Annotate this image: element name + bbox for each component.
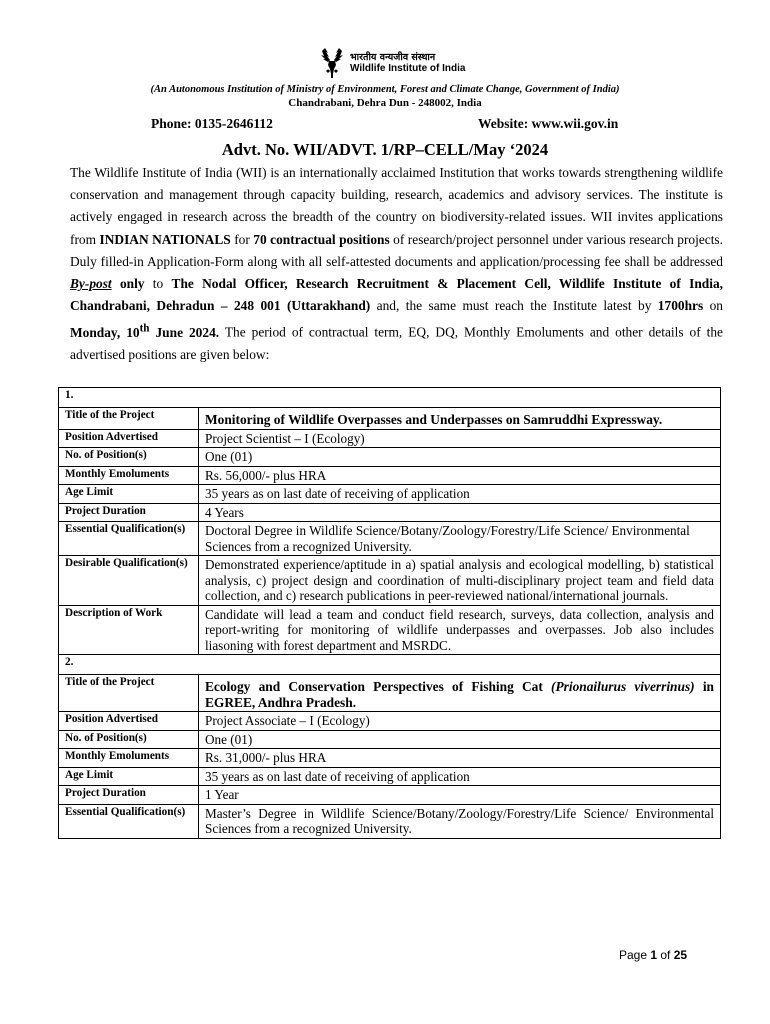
monthly-emoluments: Rs. 56,000/- plus HRA (199, 466, 721, 485)
label-duration: Project Duration (59, 503, 199, 522)
institute-logo (316, 46, 465, 80)
table-row (59, 675, 721, 712)
nodal-officer-address: The Nodal Officer, Research Recruitment & Placement Cell, Wildlife Institute of India, Chandrabani, Dehradun – 248 001 (Uttarakhand) (70, 276, 723, 314)
table-row (59, 767, 721, 786)
label-title: Title of the Project (59, 675, 199, 712)
label-age: Age Limit (59, 485, 199, 504)
position-count: One (01) (199, 730, 721, 749)
table-row (59, 730, 721, 749)
position-number: 2. (59, 655, 721, 675)
position-count: One (01) (199, 448, 721, 467)
label-essential: Essential Qualification(s) (59, 522, 199, 556)
table-row (59, 804, 721, 838)
label-age: Age Limit (59, 767, 199, 786)
institute-address: Chandrabani, Dehra Dun - 248002, India (288, 97, 482, 109)
label-emoluments: Monthly Emoluments (59, 749, 199, 768)
table-row (59, 448, 721, 467)
essential-qualification: Doctoral Degree in Wildlife Science/Botany/Zoology/Forestry/Life Science/ Environmental Sciences from a recognized University. (199, 522, 721, 556)
advertisement-number: Advt. No. WII/ADVT. 1/RP–CELL/May ‘2024 (221, 140, 549, 159)
table-row (59, 522, 721, 556)
table-row (59, 466, 721, 485)
position-number-row (59, 655, 721, 675)
table-row (59, 749, 721, 768)
label-position: Position Advertised (59, 712, 199, 731)
monthly-emoluments: Rs. 31,000/- plus HRA (199, 749, 721, 768)
label-essential: Essential Qualification(s) (59, 804, 199, 838)
position-number: 1. (59, 388, 721, 408)
table-row (59, 485, 721, 504)
positions-table (58, 387, 721, 839)
description-of-work: Candidate will lead a team and conduct field research, surveys, data collection, analysis and report-writing for monitoring of wildlife underpasses and overpasses. Job also includes liasoning with forest department and MSRDC. (199, 605, 721, 655)
deer-logo-icon (316, 47, 348, 79)
label-duration: Project Duration (59, 786, 199, 805)
table-row (59, 605, 721, 655)
table-row (59, 556, 721, 606)
project-title: Ecology and Conservation Perspectives of Fishing Cat (Prionailurus viverrinus) in EGREE, Andhra Pradesh. (199, 675, 721, 712)
page-number: Page 1 of 25 (619, 948, 688, 962)
by-post-emphasis: By-post (70, 276, 112, 292)
age-limit: 35 years as on last date of receiving of application (199, 767, 721, 786)
table-row (59, 786, 721, 805)
label-count: No. of Position(s) (59, 730, 199, 749)
label-desirable: Desirable Qualification(s) (59, 556, 199, 606)
label-count: No. of Position(s) (59, 448, 199, 467)
desirable-qualification: Demonstrated experience/aptitude in a) spatial analysis and ecological modelling, b) statistical analysis, c) project design and coordination of multi-disciplinary project team and field data collection, and c) research publications in peer-reviewed national/international journals. (199, 556, 721, 606)
label-position: Position Advertised (59, 429, 199, 448)
deadline-date: Monday, 10th June 2024. (70, 322, 220, 340)
position-advertised: Project Associate – I (Ecology) (199, 712, 721, 731)
table-row (59, 429, 721, 448)
table-row (59, 712, 721, 731)
label-work: Description of Work (59, 605, 199, 655)
project-title: Monitoring of Wildlife Overpasses and Underpasses on Samruddhi Expressway. (199, 408, 721, 430)
website-url: Website: www.wii.gov.in (478, 116, 619, 131)
project-duration: 4 Years (199, 503, 721, 522)
position-advertised: Project Scientist – I (Ecology) (199, 429, 721, 448)
intro-paragraph: The Wildlife Institute of India (WII) is an internationally acclaimed Institution that works towards strengthening wildlife conservation and management through capacity building, research, academics and advisory services. The institute is actively engaged in research across the breadth of the country on biodiversity-related issues. WII invites applications from INDIAN NATIONALS for 70 contractual positions of research/project personnel under various research projects. Duly filled-in Application-Form along with all self-attested documents and application/processing fee shall be addressed By-post only to The Nodal Officer, Research Recruitment & Placement Cell, Wildlife Institute of India, Chandrabani, Dehradun – 248 001 (Uttarakhand) and, the same must reach the Institute latest by 1700hrs on Monday, 10th June 2024. The period of contractual term, EQ, DQ, Monthly Emoluments and other details of the advertised positions are given below: (70, 165, 724, 363)
phone-number: Phone: 0135-2646112 (151, 116, 273, 131)
age-limit: 35 years as on last date of receiving of application (199, 485, 721, 504)
essential-qualification: Master’s Degree in Wildlife Science/Botany/Zoology/Forestry/Life Science/ Environmental Sciences from a recognized University. (199, 804, 721, 838)
logo-hindi-name: भारतीय वन्यजीव संस्थान (350, 52, 436, 63)
logo-english-name: Wildlife Institute of India (350, 63, 466, 74)
project-duration: 1 Year (199, 786, 721, 805)
autonomous-note: (An Autonomous Institution of Ministry of Environment, Forest and Climate Change, Government of India) (150, 84, 620, 95)
label-emoluments: Monthly Emoluments (59, 466, 199, 485)
table-row (59, 408, 721, 430)
label-title: Title of the Project (59, 408, 199, 430)
position-number-row (59, 388, 721, 408)
table-row (59, 503, 721, 522)
